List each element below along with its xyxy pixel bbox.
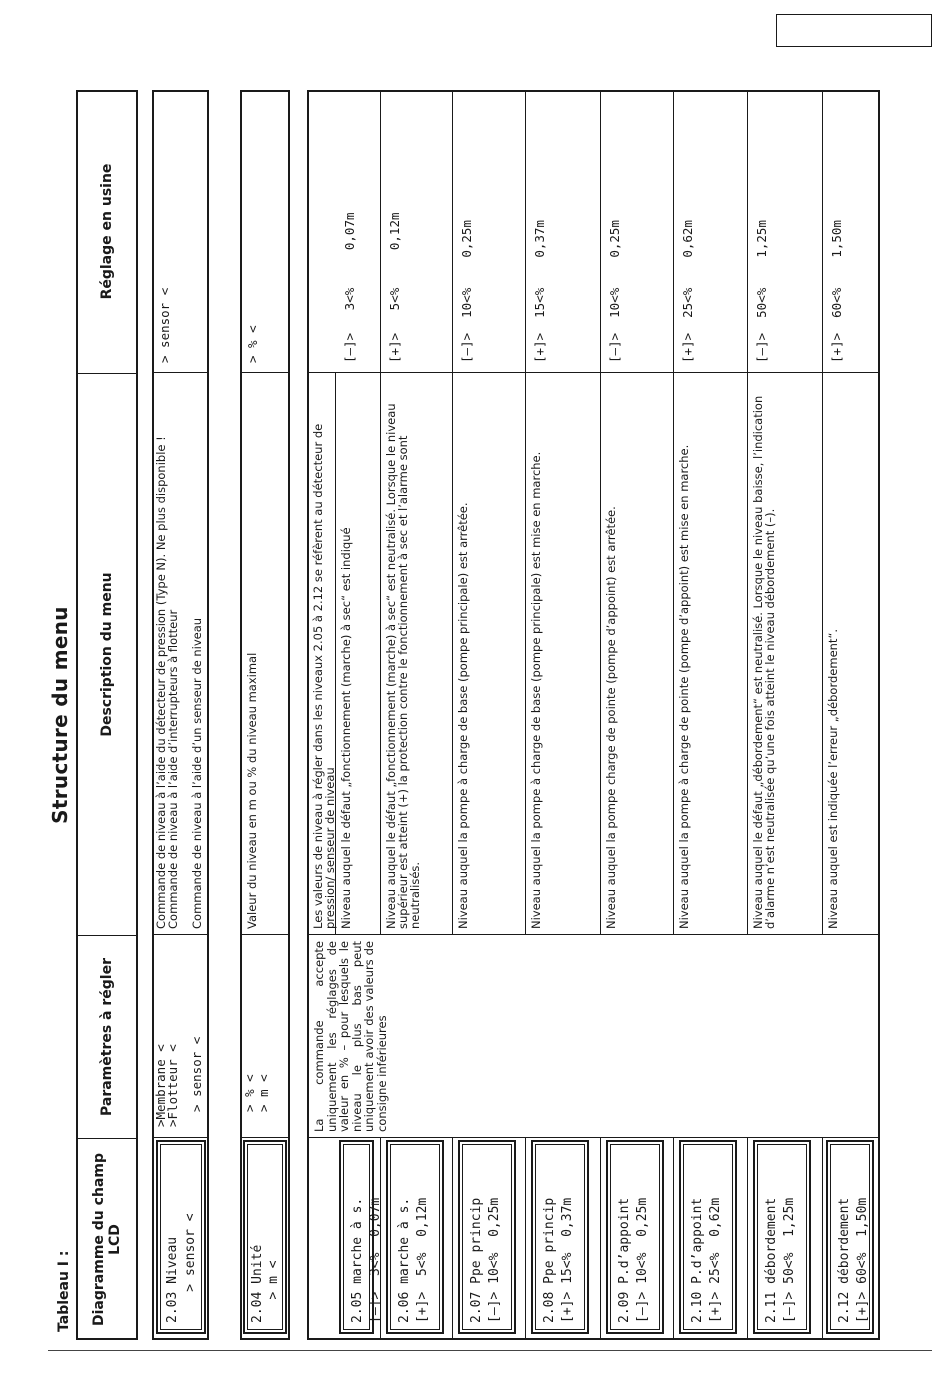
shared-param-note: La commande accepte uniquement les réglages de valeur en % – pour lesquels le niveau le plus bas peut uniquement avoir des valeurs de consigne inférieures (312, 941, 389, 1132)
header-params: Paramètres à régler (76, 935, 138, 1138)
lcd-display (753, 1140, 811, 1334)
desc-cell: Niveau auquel le défaut „débordement“ est neutralisé. Lorsque le niveau baisse, l’indication d’alarme n’est neutralisée qu’une fois atteint le niveau débordement (–). (751, 395, 777, 929)
lcd-line-1: 2.08 Ppe princip (542, 1197, 557, 1323)
lcd-line-2: [–]> 3<% 0,07m (368, 1197, 383, 1323)
param-membrane: >Membrane < (153, 1044, 168, 1127)
header-factory: Réglage en usine (99, 163, 115, 300)
factory-cell: [+]> 15<% 0,37m (532, 220, 547, 363)
lcd-line-2: [–]> 50<% 1,25m (782, 1197, 797, 1323)
lcd-display (531, 1140, 589, 1334)
desc-flotteur: Commande de niveau à l’aide d’interrupteurs à flotteur (166, 609, 180, 929)
lcd-line-2: > sensor < (183, 1213, 198, 1323)
factory-cell: [–]> 3<% 0,07m (342, 212, 357, 363)
lcd-display (386, 1140, 444, 1334)
lcd-line-1: 2.09 P.d’appoint (617, 1197, 632, 1323)
intro-desc: Les valeurs de niveau à régler dans les niveaux 2.05 à 2.12 se réfèrent au détecteur de pression/ senseur de niveau (311, 423, 337, 929)
factory-cell: [+]> 5<% 0,12m (387, 212, 402, 363)
param-sensor: > sensor < (189, 1036, 204, 1127)
table-row (673, 90, 747, 1340)
lcd-line-2: [+]> 60<% 1,50m (855, 1197, 870, 1323)
tableau-label: Tableau I : (56, 1250, 72, 1332)
lcd-line-2: [–]> 10<% 0,25m (635, 1197, 650, 1323)
lcd-line-1: 2.05 marche à s. (350, 1197, 365, 1323)
table-row (452, 90, 525, 1340)
desc-cell: Niveau auquel le défaut „fonctionnement (marche) à sec“ est indiqué (339, 527, 353, 929)
lcd-line-1: 2.04 Unité (250, 1244, 265, 1323)
lcd-display (606, 1140, 664, 1334)
row-2-04-body (240, 90, 290, 1340)
footer-rule (48, 1350, 932, 1351)
lcd-display (458, 1140, 516, 1334)
desc-cell: Niveau auquel la pompe à charge de base (pompe principale) est mise en marche. (529, 451, 543, 929)
page-number-box (776, 14, 932, 47)
factory-cell: [+]> 25<% 0,62m (680, 220, 695, 363)
lcd-display (679, 1140, 737, 1334)
factory-cell: [–]> 10<% 0,25m (607, 220, 622, 363)
lcd-line-1: 2.10 P.d’appoint (690, 1197, 705, 1323)
param-cell (240, 937, 274, 1135)
param-percent: > % < (242, 1074, 257, 1127)
factory-cell: [–]> 10<% 0,25m (459, 220, 474, 363)
page-title: Structure du menu (48, 606, 72, 824)
desc-cell: Niveau auquel le défaut „fonctionnement (marche) à sec“ est neutralisé. Lorsque le niveau supérieur est atteint (+) la protection contre le fonctionnement à sec et l’alarme sont neutralisés. (384, 403, 422, 929)
lcd-line-1: 2.11 débordement (764, 1197, 779, 1323)
lcd-line-1: 2.12 débordement (837, 1197, 852, 1323)
desc-cell: Valeur du niveau en m ou % du niveau maximal (245, 652, 259, 929)
lcd-line-1: 2.07 Ppe princip (469, 1197, 484, 1323)
table-row (335, 90, 383, 1340)
rotated-table-body (48, 90, 908, 1340)
desc-membrane: Commande de niveau à l’aide du détecteur de pression (Type N). Ne plus disponible ! (154, 436, 168, 929)
desc-cell: Niveau auquel est indiquée l’erreur „débordement“. (826, 628, 840, 929)
table-row (822, 90, 880, 1340)
table-row (747, 90, 822, 1340)
lcd-line-2: [+]> 25<% 0,62m (708, 1197, 723, 1323)
lcd-display (339, 1140, 383, 1334)
desc-sensor: Commande de niveau à l’aide d’un senseur de niveau (190, 617, 204, 929)
lcd-line-1: 2.03 Niveau (165, 1236, 180, 1323)
header-description: Description du menu (76, 373, 138, 935)
lcd-line-2: [+]> 15<% 0,37m (560, 1197, 575, 1323)
levels-block (307, 90, 880, 1340)
lcd-line-2: [–]> 10<% 0,25m (487, 1197, 502, 1323)
lcd-line-2: > m < (266, 1260, 281, 1323)
table-row (600, 90, 673, 1340)
param-flotteur: >Flotteur < (165, 1044, 180, 1127)
desc-cell: Niveau auquel la pompe charge de pointe (pompe d’appoint) est arrêtée. (604, 506, 618, 929)
table-row (380, 90, 452, 1340)
desc-cell: Niveau auquel la pompe à charge de base (pompe principale) est arrêtée. (456, 502, 470, 929)
factory-cell: [–]> 50<% 1,25m (754, 220, 769, 363)
lcd-line-1: 2.06 marche à s. (397, 1197, 412, 1323)
lcd-line-2: [+]> 5<% 0,12m (415, 1197, 430, 1323)
lcd-display (243, 1140, 287, 1334)
header-lcd: Diagramme du champ LCD (76, 1138, 138, 1340)
factory-cell: > % < (245, 325, 260, 363)
factory-cell: > sensor < (157, 287, 172, 363)
factory-cell: [+]> 60<% 1,50m (829, 220, 844, 363)
desc-cell: Niveau auquel la pompe à charge de pointe (pompe d’appoint) est mise en marche. (677, 444, 691, 929)
param-meter: > m < (256, 1074, 271, 1127)
lcd-display (826, 1140, 874, 1334)
table-row (525, 90, 600, 1340)
